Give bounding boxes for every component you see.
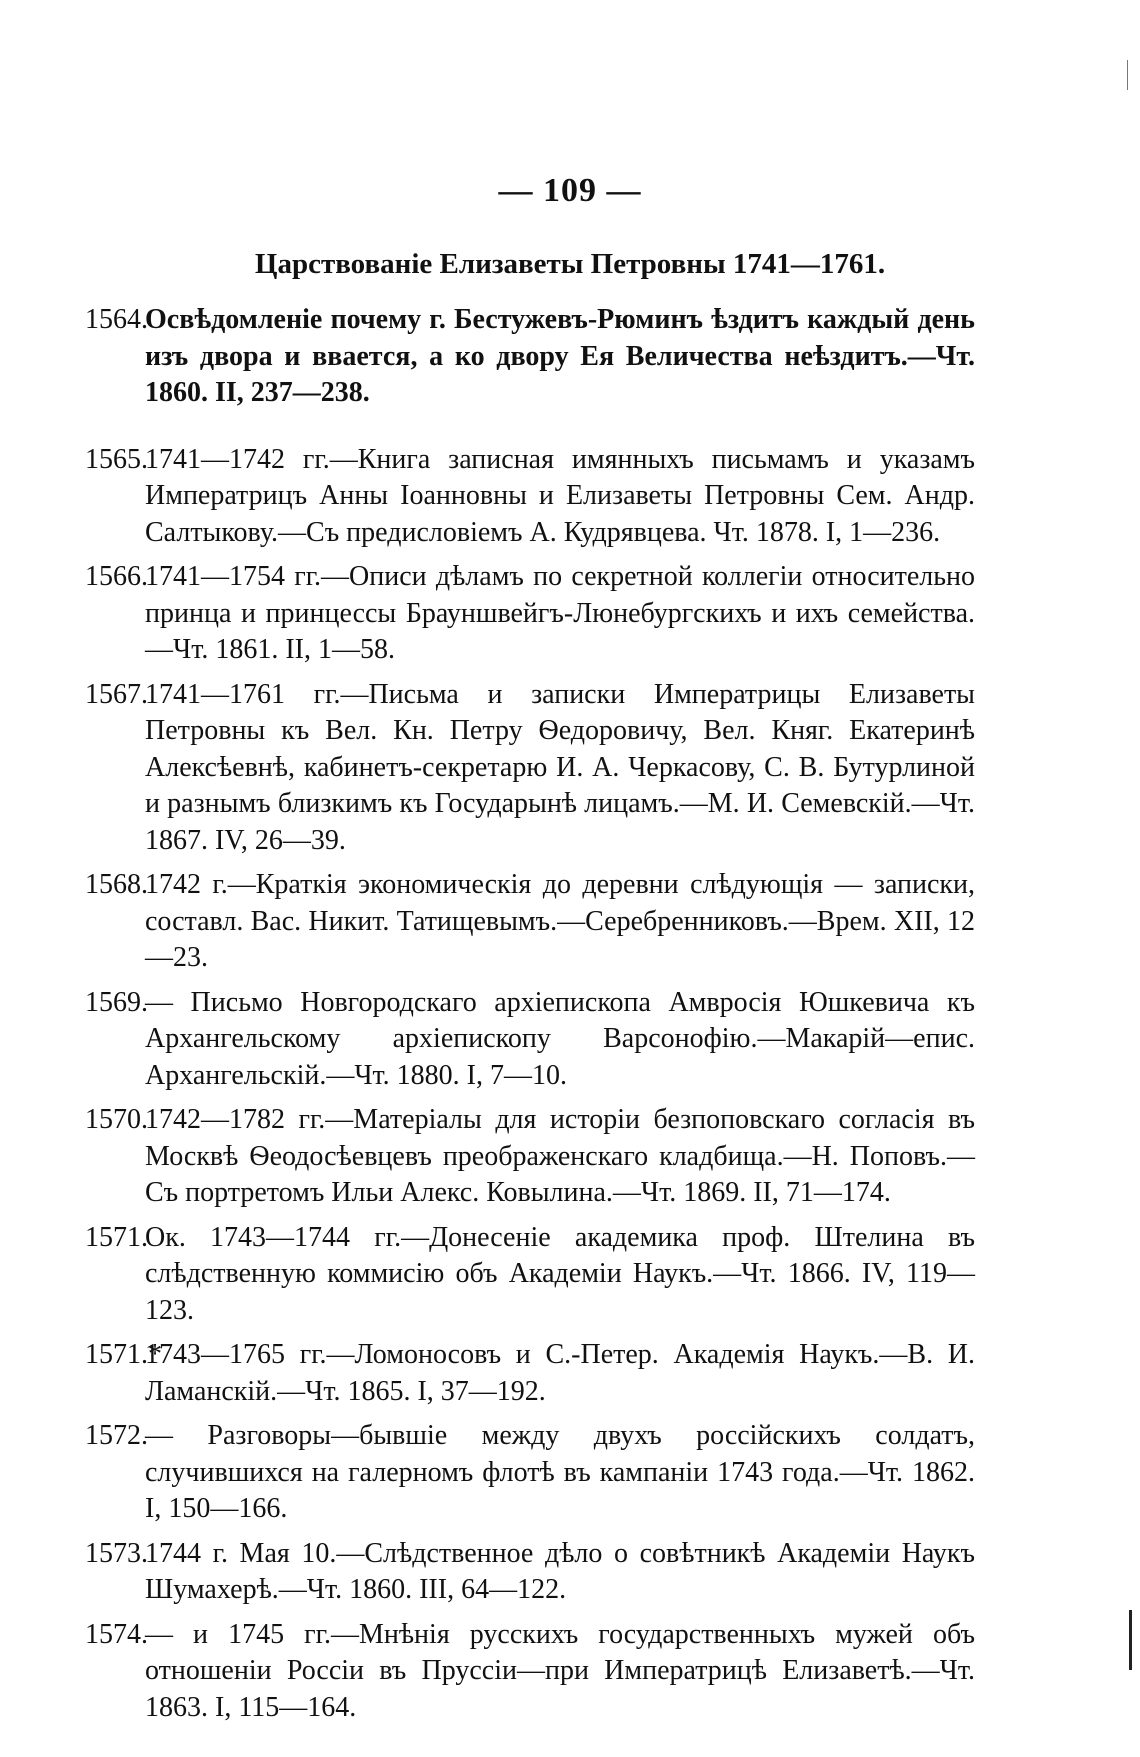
entry-number: 1567.	[85, 678, 148, 710]
list-item	[85, 985, 975, 1095]
entry-text: 1744 г. Мая 10.—Слѣдственное дѣло о совѣтникѣ Академіи Наукъ Шумахерѣ.—Чт. 1860. III, 64—122.	[145, 1537, 975, 1605]
entry-text: — и 1745 гг.—Мнѣнія русскихъ государственныхъ мужей объ отношеніи Россіи въ Пруссіи—при Императрицѣ Елизаветѣ.—Чт. 1863. I, 115—164.	[145, 1618, 975, 1723]
entry-number: 1570.	[85, 1104, 148, 1135]
entry-number: 1568.	[85, 869, 148, 900]
entry-text: 1741—1761 гг.—Письма и записки Императрицы Елизаветы Петровны къ Вел. Кн. Петру Ѳедоровичу, Вел. Княг. Екатеринѣ Алексѣевнѣ, кабинетъ-секретарю И. А. Черкасову, С. В. Бутурлиной и разнымъ близкимъ къ Государынѣ лицамъ.—М. И. Семевскій.—Чт. 1867. IV, 26—39.	[145, 678, 975, 856]
list-item	[85, 867, 975, 977]
entry-number: 1571.	[85, 1221, 148, 1253]
list-item	[85, 1337, 975, 1410]
entry-number: 1566.	[85, 561, 148, 592]
entry-text: 1742 г.—Краткія экономическія до деревни слѣдующія — записки, составл. Вас. Никит. Татищевымъ.—Серебренниковъ.—Врем. XII, 12—23.	[145, 869, 975, 973]
entry-number: 1572.	[85, 1420, 148, 1451]
entry-text: Ок. 1743—1744 гг.—Донесеніе академика проф. Штелина въ слѣдственную коммисію объ Академіи Наукъ.—Чт. 1866. IV, 119—123.	[145, 1221, 975, 1326]
list-item	[85, 302, 975, 412]
list-item	[85, 1536, 975, 1609]
entry-list	[85, 302, 975, 1734]
list-item	[85, 559, 975, 669]
entry-text: Освѣдомленіе почему г. Бестужевъ-Рюминъ ѣздитъ каждый день изъ двора и ввается, а ко двору Ея Величества неѣздитъ.—Чт. 1860. II, 237—238.	[145, 304, 975, 408]
entry-number: 1564.	[85, 304, 148, 335]
list-item	[85, 1617, 975, 1727]
list-item	[85, 1102, 975, 1212]
list-item	[85, 677, 975, 860]
list-item	[85, 442, 975, 552]
entry-text: — Письмо Новгородскаго архіепископа Амвросія Юшкевича къ Архангельскому архіепископу Варсонофію.—Макарій—епис. Архангельскій.—Чт. 1880. I, 7—10.	[145, 986, 975, 1091]
entry-text: 1742—1782 гг.—Матеріалы для исторіи безпоповскаго согласія въ Москвѣ Ѳеодосѣевцевъ преображенскаго кладбища.—Н. Поповъ.—Съ портретомъ Ильи Алекс. Ковылина.—Чт. 1869. II, 71—174.	[145, 1104, 975, 1208]
entry-text: 1743—1765 гг.—Ломоносовъ и С.-Петер. Академія Наукъ.—В. И. Ламанскій.—Чт. 1865. I, 37—192.	[145, 1339, 975, 1407]
entry-number: 1574.	[85, 1618, 148, 1650]
page-number: — 109 —	[498, 172, 642, 209]
entry-number: 1573.	[85, 1537, 148, 1569]
scan-edge-mark	[1127, 60, 1128, 90]
scan-edge-mark	[1129, 1610, 1132, 1670]
entry-number: 1565.	[85, 443, 148, 475]
list-item	[85, 1220, 975, 1330]
entry-text: 1741—1754 гг.—Описи дѣламъ по секретной коллегіи относительно принца и принцессы Брауншвейгъ-Люнебургскихъ и ихъ семейства.—Чт. 1861. II, 1—58.	[145, 561, 975, 665]
entry-text: — Разговоры—бывшіе между двухъ россійскихъ солдатъ, случившихся на галерномъ флотѣ въ кампаніи 1743 года.—Чт. 1862. I, 150—166.	[145, 1420, 975, 1524]
list-item	[85, 1418, 975, 1528]
entry-text: 1741—1742 гг.—Книга записная имянныхъ письмамъ и указамъ Императрицъ Анны Іоанновны и Елизаветы Петровны Сем. Андр. Салтыкову.—Съ предисловіемъ А. Кудрявцева. Чт. 1878. I, 1—236.	[145, 443, 975, 548]
entry-number: 1571.*	[85, 1339, 162, 1370]
section-title: Царствованіе Елизаветы Петровны 1741—1761.	[254, 248, 886, 280]
entry-number: 1569.	[85, 986, 148, 1018]
